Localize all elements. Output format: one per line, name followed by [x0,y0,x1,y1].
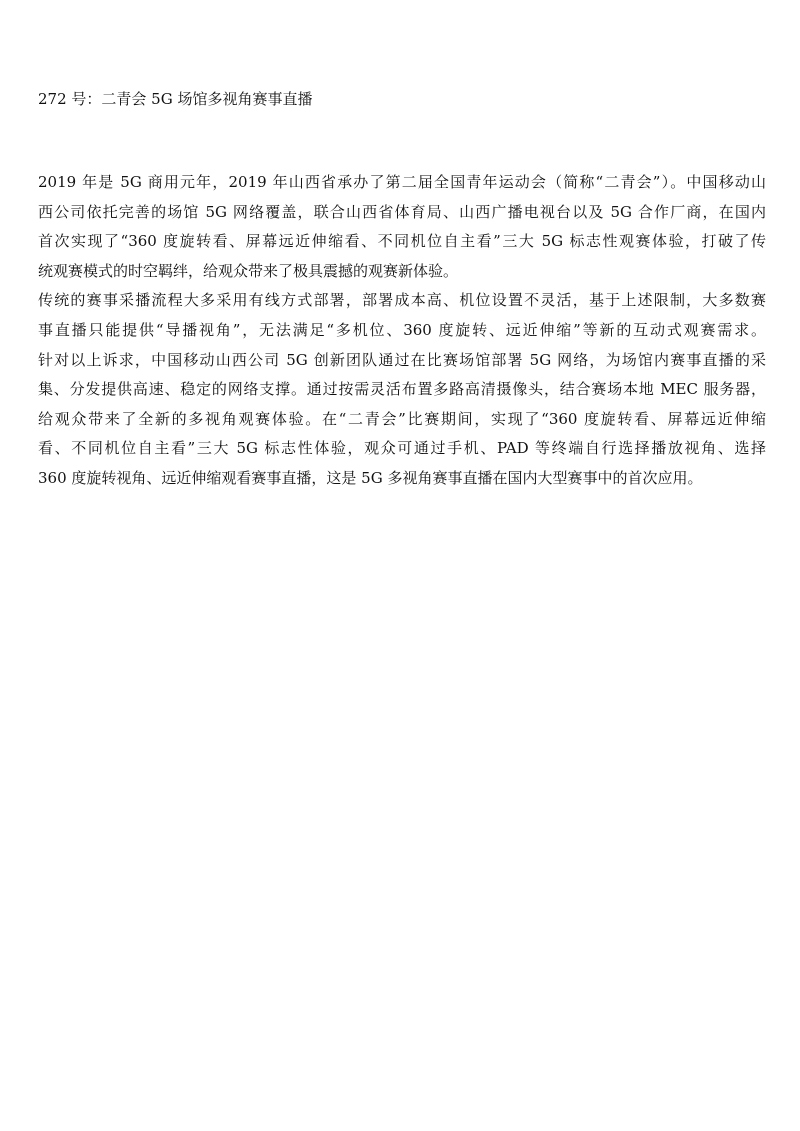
paragraph-line: 针对以上诉求，中国移动山西公司 5G 创新团队通过在比赛场馆部署 5G 网络，为场馆内赛事直播的采 [38,350,766,369]
paragraph-line: 统观赛模式的时空羁绊，给观众带来了极具震撼的观赛新体验。 [38,261,459,280]
paragraph-line: 事直播只能提供“导播视角”，无法满足“多机位、360 度旋转、远近伸缩”等新的互动式观赛需求。 [38,320,766,339]
document-body [38,168,766,494]
paragraph-line: 西公司依托完善的场馆 5G 网络覆盖，联合山西省体育局、山西广播电视台以及 5G 合作厂商，在国内 [38,202,766,221]
paragraph-line: 首次实现了“360 度旋转看、屏幕远近伸缩看、不同机位自主看”三大 5G 标志性观赛体验，打破了传 [38,232,766,251]
paragraph-line: 集、分发提供高速、稳定的网络支撑。通过按需灵活布置多路高清摄像头，结合赛场本地 MEC 服务器， [38,380,766,399]
paragraph-line: 看、不同机位自主看”三大 5G 标志性体验，观众可通过手机、PAD 等终端自行选择播放视角、选择 [38,439,766,458]
paragraph-line: 2019 年是 5G 商用元年，2019 年山西省承办了第二届全国青年运动会（简称“二青会”）。中国移动山 [38,173,766,191]
paragraph-line: 给观众带来了全新的多视角观赛体验。在“二青会”比赛期间，实现了“360 度旋转看、屏幕远近伸缩 [38,409,766,428]
paragraph [38,346,766,494]
paragraph [38,286,766,345]
document-title: 272 号：二青会 5G 场馆多视角赛事直播 [38,90,313,108]
paragraph-line: 传统的赛事采播流程大多采用有线方式部署，部署成本高、机位设置不灵活，基于上述限制，大多数赛 [38,291,766,310]
paragraph-line: 360 度旋转视角、远近伸缩观看赛事直播，这是 5G 多视角赛事直播在国内大型赛事中的首次应用。 [38,468,703,487]
paragraph [38,168,766,286]
